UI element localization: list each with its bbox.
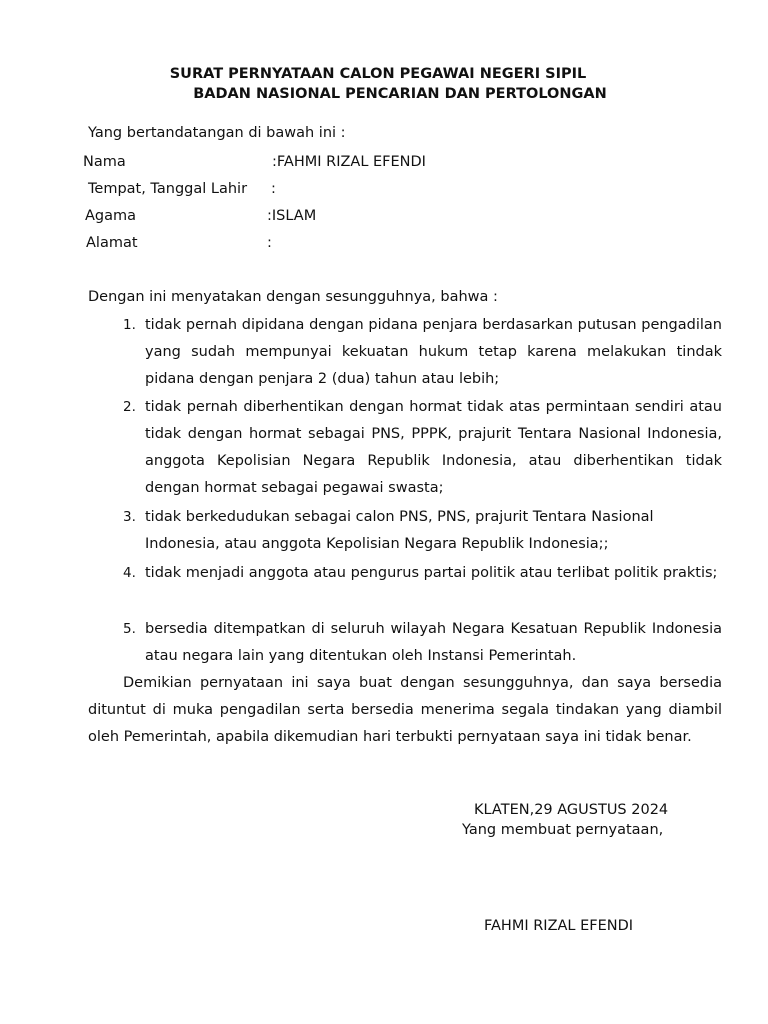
list-item-number: 5. <box>123 621 136 637</box>
list-item-number: 3. <box>123 509 136 525</box>
field-label-nama: Nama <box>83 154 126 170</box>
field-label-alamat: Alamat <box>86 235 138 251</box>
list-item-text: tidak pernah dipidana dengan pidana penjara berdasarkan putusan pengadilan yang sudah mempunyai kekuatan hukum tetap karena melakukan tindak pidana dengan penjara 2 (dua) tahun atau lebih; <box>145 317 722 387</box>
list-item-number: 1. <box>123 317 136 333</box>
field-value-ttl: : <box>271 181 276 197</box>
field-value-nama: :FAHMI RIZAL EFENDI <box>272 154 426 170</box>
list-item-number: 2. <box>123 399 136 415</box>
field-value-alamat: : <box>267 235 272 251</box>
field-label-agama: Agama <box>85 208 137 224</box>
statement-intro: Dengan ini menyatakan dengan sesungguhnya, bahwa : <box>88 289 498 305</box>
list-item-text: tidak pernah diberhentikan dengan hormat tidak atas permintaan sendiri atau tidak dengan hormat sebagai PNS, PPPK, prajurit Tentara Nasional Indonesia, anggota Kepolisian Negara Republik Indonesia, atau diberhentikan tidak dengan hormat sebagai pegawai swasta; <box>145 399 722 496</box>
document-title-line1: SURAT PERNYATAAN CALON PEGAWAI NEGERI SIPIL <box>169 66 587 82</box>
closing-paragraph <box>88 670 722 751</box>
list-item-text: tidak berkedudukan sebagai calon PNS, PNS, prajurit Tentara Nasional Indonesia, atau anggota Kepolisian Negara Republik Indonesia;; <box>145 509 654 552</box>
signer-name: FAHMI RIZAL EFENDI <box>484 918 634 934</box>
signer-label: Yang membuat pernyataan, <box>462 822 664 838</box>
place-date: KLATEN,29 AGUSTUS 2024 <box>474 802 669 818</box>
document-title-line2: BADAN NASIONAL PENCARIAN DAN PERTOLONGAN <box>193 86 607 102</box>
list-item-number: 4. <box>123 565 136 581</box>
list-item-text: tidak menjadi anggota atau pengurus partai politik atau terlibat politik praktis; <box>145 565 718 581</box>
field-value-agama: :ISLAM <box>267 208 317 224</box>
closing-text: Demikian pernyataan ini saya buat dengan sesungguhnya, dan saya bersedia dituntut di muka pengadilan serta bersedia menerima segala tindakan yang diambil oleh Pemerintah, apabila dikemudian hari terbukti pernyataan saya ini tidak benar. <box>88 675 722 745</box>
list-item-text: bersedia ditempatkan di seluruh wilayah Negara Kesatuan Republik Indonesia atau negara lain yang ditentukan oleh Instansi Pemerintah. <box>145 621 722 664</box>
field-label-ttl: Tempat, Tanggal Lahir <box>88 181 248 197</box>
intro-text: Yang bertandatangan di bawah ini : <box>88 125 346 141</box>
